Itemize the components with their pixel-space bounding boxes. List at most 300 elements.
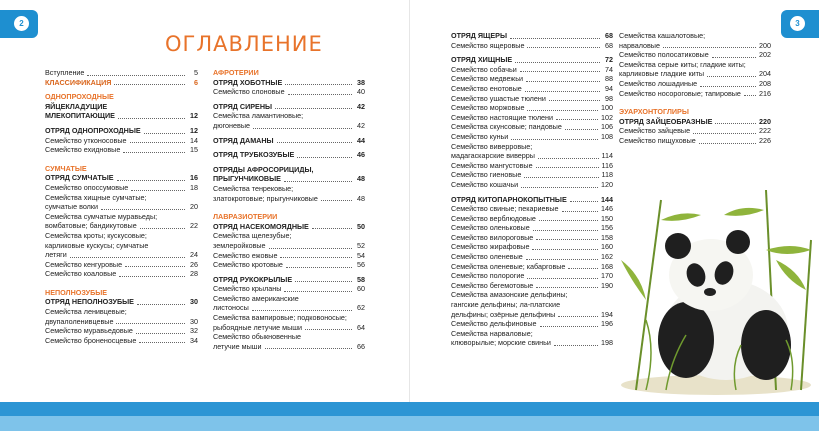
dot-leader — [521, 187, 598, 188]
toc-entry[interactable] — [45, 136, 198, 146]
dot-leader — [715, 123, 756, 124]
toc-entry-title: Семейство носороговые; тапировые — [619, 88, 741, 98]
toc-entry-title: Семейство крыланы — [213, 284, 282, 294]
toc-page-number: 74 — [605, 64, 613, 74]
toc-entry-line: Семейство американские — [213, 293, 299, 303]
toc-page-number: 42 — [357, 101, 365, 111]
toc-page-number: 102 — [601, 112, 613, 122]
toc-entry[interactable] — [451, 161, 613, 171]
toc-entry-title: ОТРЯД НАСЕКОМОЯДНЫЕ — [213, 221, 309, 231]
toc-entry-title: ОТРЯД РУКОКРЫЛЫЕ — [213, 274, 293, 284]
dot-leader — [321, 200, 352, 201]
dot-leader — [295, 281, 352, 282]
dot-leader — [253, 128, 352, 129]
toc-page-number: 158 — [601, 232, 613, 242]
dot-leader — [137, 304, 185, 305]
toc-entry-title: Семейство дельфиновые — [451, 319, 537, 329]
toc-entry-title: ОТРЯД ТРУБКОЗУБЫЕ — [213, 150, 295, 160]
toc-entry[interactable] — [619, 89, 771, 99]
toc-entry-title: сумчатые волки — [45, 202, 99, 212]
toc-column-1 — [45, 68, 198, 345]
section-heading: СУМЧАТЫЕ — [45, 163, 87, 173]
toc-entry-title: дюгоневые — [213, 120, 250, 130]
toc-entry-title: Семейство ящеровые — [451, 40, 525, 50]
toc-order-entry[interactable] — [45, 111, 198, 121]
dot-leader — [286, 267, 352, 268]
toc-page-number: 162 — [601, 252, 613, 262]
right-ear — [726, 230, 750, 254]
toc-entry-title: Семейство броненосцевые — [45, 335, 137, 345]
toc-entry[interactable] — [451, 223, 613, 233]
toc-entry-title: Семейство свиные; пекариевые — [451, 204, 559, 214]
dot-leader — [532, 249, 598, 250]
left-ear — [665, 233, 691, 259]
toc-entry[interactable] — [213, 194, 365, 204]
dot-leader — [540, 326, 598, 327]
toc-entry[interactable] — [451, 262, 613, 272]
toc-entry-title: Семейство куньи — [451, 131, 509, 141]
toc-order-entry[interactable] — [45, 126, 198, 136]
toc-entry-title: Семейство собачьи — [451, 64, 517, 74]
dot-leader — [527, 278, 598, 279]
toc-entry-title: Семейства оленевые; кабарговые — [451, 261, 566, 271]
toc-page-number: 54 — [357, 250, 365, 260]
toc-page-number: 94 — [605, 83, 613, 93]
toc-page-number: 32 — [190, 326, 198, 336]
toc-entry-line: Семейства ламантиновые; — [213, 111, 304, 121]
toc-entry[interactable] — [619, 126, 771, 136]
toc-page-number: 108 — [601, 131, 613, 141]
toc-page-number: 68 — [605, 31, 613, 40]
toc-entry-line: Семейства кашалотовые; — [619, 31, 706, 40]
toc-entry[interactable] — [45, 317, 198, 327]
toc-page-number: 118 — [601, 170, 613, 180]
toc-column-3 — [451, 31, 613, 348]
dot-leader — [663, 47, 756, 48]
toc-entry[interactable] — [451, 281, 613, 291]
toc-entry-title: Семейство ушастые тюлени — [451, 93, 546, 103]
toc-entry[interactable] — [451, 113, 613, 123]
toc-entry-line: Семейства сумчатые муравьеды; — [45, 211, 158, 221]
section-heading: НЕПОЛНОЗУБЫЕ — [45, 287, 108, 297]
left-page-number: 2 — [14, 16, 29, 31]
toc-entry[interactable] — [45, 183, 198, 193]
toc-entry-line: Семейства нарваловые; — [451, 328, 533, 338]
dot-leader — [285, 84, 352, 85]
toc-entry[interactable] — [213, 342, 365, 352]
toc-entry-line: Семейство виверровые; — [451, 141, 533, 151]
nose — [704, 288, 716, 296]
panda-illustration — [616, 180, 819, 395]
toc-entry[interactable] — [451, 338, 613, 348]
dot-leader — [744, 95, 756, 96]
toc-entry[interactable] — [451, 214, 613, 224]
dot-leader — [554, 345, 598, 346]
toc-entry-line: ЯЙЦЕКЛАДУЩИЕ — [45, 101, 108, 111]
toc-page-number: 68 — [605, 40, 613, 50]
toc-entry-line: Семейства кроты; кускусовые; — [45, 230, 147, 240]
toc-entry-title: Семейство коаловые — [45, 269, 117, 279]
toc-page-number: 226 — [759, 135, 771, 145]
toc-page-number: 120 — [601, 179, 613, 189]
toc-entry[interactable] — [619, 50, 771, 60]
toc-page-number: 26 — [190, 259, 198, 269]
toc-entry-title: Семейство жирафовые — [451, 242, 530, 252]
dot-leader — [140, 228, 185, 229]
toc-page-number: 196 — [601, 319, 613, 329]
toc-entry[interactable] — [619, 136, 771, 146]
toc-entry-title: Семейство енотовые — [451, 83, 522, 93]
toc-order-entry[interactable] — [45, 297, 198, 307]
toc-entry-line: Семейства амазонские дельфины; — [451, 290, 568, 300]
toc-entry-title: Семейство лошадиные — [619, 78, 698, 88]
dot-leader — [117, 180, 185, 181]
toc-entry-title: Вступление — [45, 68, 85, 77]
dot-leader — [139, 342, 185, 343]
toc-entry-title: землеройковые — [213, 240, 266, 250]
toc-column-2 — [213, 68, 365, 351]
toc-page-number: 46 — [357, 150, 365, 160]
toc-entry-title: Семейство опоссумовые — [45, 182, 129, 192]
toc-entry-title: Семейство бегемотовые — [451, 280, 534, 290]
toc-entry[interactable] — [213, 251, 365, 261]
toc-order-entry[interactable] — [213, 275, 365, 285]
dot-leader — [297, 157, 352, 158]
toc-page-number: 15 — [190, 145, 198, 155]
dot-leader — [123, 152, 185, 153]
toc-entry[interactable] — [451, 151, 613, 161]
dot-leader — [533, 230, 598, 231]
toc-entry-title: Семейство ехидновые — [45, 145, 121, 155]
left-page-tab — [0, 10, 38, 38]
toc-entry[interactable] — [45, 336, 198, 346]
dot-leader — [70, 257, 185, 258]
dot-leader — [510, 38, 600, 39]
toc-entry[interactable] — [45, 202, 198, 212]
dot-leader — [275, 108, 352, 109]
toc-entry-line: Семейства хищные сумчатые; — [45, 192, 147, 202]
toc-page-number: 12 — [190, 125, 198, 135]
toc-order-entry[interactable] — [451, 55, 613, 65]
toc-entry-title: ОТРЯД НЕПОЛНОЗУБЫЕ — [45, 297, 134, 307]
right-page-tab — [781, 10, 819, 38]
toc-entry[interactable] — [451, 271, 613, 281]
dot-leader — [130, 142, 186, 143]
toc-entry[interactable] — [451, 170, 613, 180]
dot-leader — [526, 81, 600, 82]
toc-page-number: 72 — [605, 55, 613, 65]
dot-leader — [114, 84, 185, 85]
toc-page-number: 156 — [601, 223, 613, 233]
toc-entry-title: Семейство оленевые — [451, 252, 523, 262]
toc-entry-title: Семейство верблюдовые — [451, 213, 536, 223]
dot-leader — [511, 139, 598, 140]
toc-entry-title: Семейство ежовые — [213, 250, 278, 260]
toc-entry-title: ОТРЯД ХОБОТНЫЕ — [213, 77, 283, 87]
toc-page-number: 146 — [601, 204, 613, 214]
toc-page-number: 14 — [190, 135, 198, 145]
toc-page-number: 42 — [357, 120, 365, 130]
toc-entry-title: ПРЫГУНЧИКОВЫЕ — [213, 174, 281, 184]
toc-page-number: 52 — [357, 240, 365, 250]
toc-entry-title: ОТРЯД ХИЩНЫЕ — [451, 55, 513, 65]
toc-entry-title: Семейство кенгуровые — [45, 259, 123, 269]
dot-leader — [252, 310, 352, 311]
dot-leader — [277, 142, 352, 143]
dot-leader — [131, 190, 185, 191]
toc-page-number: 60 — [357, 284, 365, 294]
dot-leader — [312, 228, 352, 229]
toc-page-number: 222 — [759, 126, 771, 136]
toc-page-number: 30 — [190, 297, 198, 307]
toc-order-entry[interactable] — [45, 78, 198, 88]
toc-entry[interactable] — [451, 180, 613, 190]
toc-entry[interactable] — [451, 74, 613, 84]
section-heading: ОДНОПРОХОДНЫЕ — [45, 92, 114, 102]
toc-order-entry[interactable] — [213, 136, 365, 146]
toc-page-number: 114 — [601, 151, 613, 161]
toc-entry[interactable] — [451, 242, 613, 252]
toc-entry-title: ОТРЯД КИТОПАРНОКОПЫТНЫЕ — [451, 194, 567, 204]
toc-entry[interactable] — [45, 326, 198, 336]
toc-entry-title: Семейство настоящие тюлени — [451, 112, 554, 122]
toc-page-number: 66 — [357, 341, 365, 351]
toc-entry[interactable] — [45, 68, 198, 78]
toc-entry-title: Семейство муравьедовые — [45, 326, 133, 336]
dot-leader — [280, 257, 352, 258]
toc-page-number: 48 — [357, 193, 365, 203]
dot-leader — [269, 248, 352, 249]
dot-leader — [101, 209, 185, 210]
toc-entry-title: мадагаскарские виверры — [451, 151, 535, 161]
dot-leader — [558, 316, 598, 317]
toc-entry[interactable] — [451, 41, 613, 51]
toc-entry-line: гангские дельфины; ла-платские — [451, 300, 561, 310]
dot-leader — [556, 119, 598, 120]
toc-entry-title: златокротовые; прыгунчиковые — [213, 193, 318, 203]
toc-page-number: 88 — [605, 74, 613, 84]
dot-leader — [699, 143, 756, 144]
toc-page-number: 56 — [357, 260, 365, 270]
toc-entry-title: Семейство медвежьи — [451, 74, 523, 84]
toc-page-number: 198 — [601, 338, 613, 348]
toc-entry-title: летучие мыши — [213, 341, 262, 351]
dot-leader — [520, 71, 600, 72]
toc-entry-line: Семейства серые киты; гладкие киты; — [619, 59, 746, 69]
dot-leader — [527, 110, 598, 111]
toc-entry-title: Семейство пищуховые — [619, 135, 696, 145]
dot-leader — [144, 133, 185, 134]
dot-leader — [707, 76, 756, 77]
page-title: ОГЛАВЛЕНИЕ — [165, 32, 323, 56]
toc-order-entry[interactable] — [213, 222, 365, 232]
dot-leader — [712, 57, 756, 58]
dot-leader — [118, 118, 185, 119]
toc-entry[interactable] — [451, 204, 613, 214]
toc-entry[interactable] — [451, 132, 613, 142]
dot-leader — [125, 266, 185, 267]
toc-entry-title: КЛАССИФИКАЦИЯ — [45, 77, 112, 87]
toc-page-number: 208 — [759, 78, 771, 88]
toc-order-entry[interactable] — [213, 102, 365, 112]
toc-entry[interactable] — [619, 79, 771, 89]
toc-page-number: 20 — [190, 202, 198, 212]
left-page — [0, 0, 409, 431]
toc-entry-title: Семейство утконосовые — [45, 135, 127, 145]
toc-page-number: 204 — [759, 69, 771, 79]
dot-leader — [87, 75, 185, 76]
toc-page-number: 24 — [190, 250, 198, 260]
dot-leader — [570, 201, 598, 202]
toc-entry-title: ОТРЯД СИРЕНЫ — [213, 101, 273, 111]
toc-entry-line: Семейства вампировые; подковоносые; — [213, 313, 347, 323]
toc-entry-title: клюворылые; морские свиньи — [451, 338, 551, 348]
toc-entry-line: Семейства тенрековые; — [213, 183, 294, 193]
toc-entry-line: Семейства щелезубые; — [213, 231, 292, 241]
toc-page-number: 100 — [601, 103, 613, 113]
toc-order-entry[interactable] — [213, 150, 365, 160]
toc-entry[interactable] — [213, 121, 365, 131]
dot-leader — [119, 276, 185, 277]
toc-entry-title: Семейство кротовые — [213, 260, 283, 270]
toc-entry[interactable] — [45, 145, 198, 155]
toc-entry-title: дельфины; озёрные дельфины — [451, 309, 556, 319]
toc-entry[interactable] — [213, 241, 365, 251]
toc-order-entry[interactable] — [213, 174, 365, 184]
toc-entry-title: двупалоленивцевые — [45, 316, 114, 326]
dot-leader — [536, 287, 598, 288]
toc-entry-title: ОТРЯД ОДНОПРОХОДНЫЕ — [45, 125, 141, 135]
dot-leader — [305, 329, 352, 330]
toc-order-entry[interactable] — [45, 173, 198, 183]
toc-entry[interactable] — [45, 269, 198, 279]
toc-page-number: 168 — [601, 261, 613, 271]
toc-entry-title: ОТРЯД ДАМАНЫ — [213, 135, 274, 145]
dot-leader — [536, 239, 598, 240]
toc-page-number: 18 — [190, 182, 198, 192]
toc-entry[interactable] — [451, 310, 613, 320]
toc-entry[interactable] — [45, 250, 198, 260]
toc-entry-title: летяги — [45, 250, 67, 260]
dot-leader — [515, 62, 600, 63]
toc-entry-title: Семейство вилороговые — [451, 232, 534, 242]
toc-entry[interactable] — [451, 94, 613, 104]
toc-entry[interactable] — [451, 252, 613, 262]
toc-page-number: 150 — [601, 213, 613, 223]
toc-entry[interactable] — [213, 260, 365, 270]
toc-entry-title: ОТРЯД ЯЩЕРЫ — [451, 31, 507, 40]
toc-page-number: 220 — [759, 116, 771, 126]
toc-page-number: 190 — [601, 280, 613, 290]
dot-leader — [565, 129, 598, 130]
toc-entry-title: Семейство гиеновые — [451, 170, 522, 180]
toc-entry-title: Семейство оленьковые — [451, 223, 530, 233]
toc-page-number: 48 — [357, 174, 365, 184]
toc-page-number: 64 — [357, 322, 365, 332]
toc-page-number: 28 — [190, 269, 198, 279]
toc-entry-title: листоносы — [213, 303, 249, 313]
toc-entry[interactable] — [451, 122, 613, 132]
toc-entry-title: Семейство кошачьи — [451, 179, 519, 189]
toc-page-number: 200 — [759, 40, 771, 50]
toc-page-number: 50 — [357, 221, 365, 231]
toc-entry-line: карликовые кускусы; сумчатые — [45, 240, 149, 250]
toc-entry[interactable] — [213, 303, 365, 313]
toc-entry-title: нарваловые — [619, 40, 660, 50]
dot-leader — [539, 220, 598, 221]
toc-entry[interactable] — [45, 221, 198, 231]
toc-entry-title: Семейство полорогие — [451, 271, 525, 281]
right-page-number: 3 — [790, 16, 805, 31]
dot-leader — [116, 323, 185, 324]
toc-order-entry[interactable] — [451, 195, 613, 205]
dot-leader — [562, 211, 599, 212]
toc-entry[interactable] — [451, 84, 613, 94]
toc-entry[interactable] — [45, 260, 198, 270]
toc-entry[interactable] — [451, 65, 613, 75]
toc-entry-title: Семейство мангустовые — [451, 160, 533, 170]
toc-entry-title: Семейство полосатиковые — [619, 50, 709, 60]
dot-leader — [693, 133, 756, 134]
toc-entry[interactable] — [451, 103, 613, 113]
toc-page-number: 34 — [190, 335, 198, 345]
toc-entry[interactable] — [213, 323, 365, 333]
dot-leader — [527, 47, 600, 48]
toc-entry-line: Семейства ленивцевые; — [45, 307, 127, 317]
dot-leader — [265, 348, 352, 349]
toc-order-entry[interactable] — [451, 31, 613, 41]
toc-entry[interactable] — [451, 233, 613, 243]
toc-entry-title: Семейство слоновые — [213, 87, 285, 97]
toc-entry[interactable] — [213, 284, 365, 294]
dot-leader — [526, 259, 598, 260]
toc-entry-title: ОТРЯД ЗАЙЦЕОБРАЗНЫЕ — [619, 116, 713, 126]
toc-order-entry[interactable] — [619, 117, 771, 127]
toc-entry-title: Семейства скунсовые; пандовые — [451, 122, 562, 132]
toc-page-number: 5 — [194, 68, 198, 77]
toc-page-number: 170 — [601, 271, 613, 281]
section-heading: АФРОТЕРИИ — [213, 68, 259, 77]
toc-page-number: 194 — [601, 309, 613, 319]
toc-page-number: 106 — [601, 122, 613, 132]
toc-entry-title: рыбоядные летучие мыши — [213, 322, 303, 332]
dot-leader — [568, 268, 598, 269]
toc-entry[interactable] — [213, 87, 365, 97]
section-heading: ЛАВРАЗИОТЕРИИ — [213, 212, 278, 222]
dot-leader — [549, 100, 600, 101]
toc-page-number: 30 — [190, 316, 198, 326]
toc-entry-title: Семейство зайцевые — [619, 126, 691, 136]
toc-entry[interactable] — [619, 69, 771, 79]
toc-page-number: 216 — [759, 88, 771, 98]
dot-leader — [700, 86, 756, 87]
toc-order-entry[interactable] — [213, 78, 365, 88]
toc-entry[interactable] — [451, 319, 613, 329]
toc-page-number: 202 — [759, 50, 771, 60]
toc-page-number: 12 — [190, 111, 198, 121]
dot-leader — [288, 94, 352, 95]
toc-entry-title: вомбатовые; бандикутовые — [45, 221, 137, 231]
toc-page-number: 160 — [601, 242, 613, 252]
toc-page-number: 144 — [601, 194, 613, 204]
toc-entry-line: Семейство обыкновенные — [213, 332, 301, 342]
toc-entry[interactable] — [619, 41, 771, 51]
toc-page-number: 58 — [357, 274, 365, 284]
toc-page-number: 38 — [357, 77, 365, 87]
toc-page-number: 98 — [605, 93, 613, 103]
dot-leader — [536, 167, 599, 168]
dot-leader — [525, 91, 600, 92]
